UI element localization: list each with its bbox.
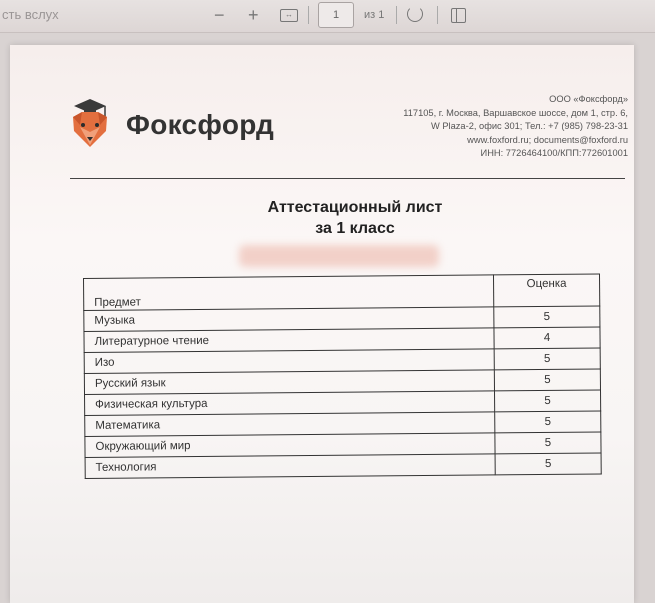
grade-cell: 5 [494, 348, 600, 370]
subject-cell: Музыка [84, 307, 494, 332]
company-line: W Plaza-2, офис 301; Тел.: +7 (985) 798-23-31 [430, 121, 628, 132]
company-line: ИНН: 7726464100/КПП:772601001 [480, 148, 628, 159]
page-number-input[interactable]: 1 [318, 2, 354, 28]
read-aloud-label[interactable]: сть вслух [2, 7, 59, 22]
grade-cell: 5 [495, 453, 601, 475]
subject-cell: Физическая культура [85, 391, 495, 416]
page-view-icon[interactable] [451, 8, 466, 23]
grade-cell: 4 [494, 327, 600, 349]
table-header-row [84, 274, 600, 311]
subject-column-header: Предмет [84, 275, 494, 311]
toolbar-divider [396, 6, 397, 24]
zoom-out-button[interactable]: − [214, 5, 225, 25]
company-line: www.foxford.ru; documents@foxford.ru [467, 134, 628, 145]
pdf-toolbar [0, 0, 655, 33]
rotate-icon[interactable] [407, 6, 423, 22]
brand-name: Фоксфорд [126, 109, 275, 140]
fox-logo-icon [70, 97, 110, 149]
toolbar-divider [437, 6, 438, 24]
grade-cell: 5 [495, 390, 601, 412]
grade-cell: 5 [495, 432, 601, 454]
subject-cell: Технология [85, 454, 495, 479]
zoom-in-button[interactable]: + [248, 5, 259, 25]
grade-cell: 5 [494, 306, 600, 328]
grade-cell: 5 [495, 411, 601, 433]
title-line: за 1 класс [315, 220, 395, 237]
toolbar-divider [308, 6, 309, 24]
header-divider [70, 178, 625, 179]
title-line: Аттестационный лист [267, 199, 443, 216]
company-details [403, 93, 628, 161]
redacted-student-name [239, 245, 439, 267]
grade-column-header: Оценка [493, 274, 599, 307]
document-title [180, 197, 530, 239]
company-line: ООО «Фоксфорд» [549, 94, 628, 104]
company-line: 117105, г. Москва, Варшавское шоссе, дом 1, стр. 6, [403, 107, 628, 118]
subject-cell: Математика [85, 412, 495, 437]
grade-cell: 5 [494, 369, 600, 391]
page-count-label: из 1 [364, 9, 385, 21]
subject-cell: Окружающий мир [85, 433, 495, 458]
document-page [10, 45, 634, 603]
subject-cell: Русский язык [84, 370, 494, 395]
grades-table [83, 273, 602, 479]
table-row [85, 453, 601, 479]
subject-cell: Изо [84, 349, 494, 374]
fit-page-icon[interactable]: ↔ [280, 9, 298, 22]
subject-cell: Литературное чтение [84, 328, 494, 353]
